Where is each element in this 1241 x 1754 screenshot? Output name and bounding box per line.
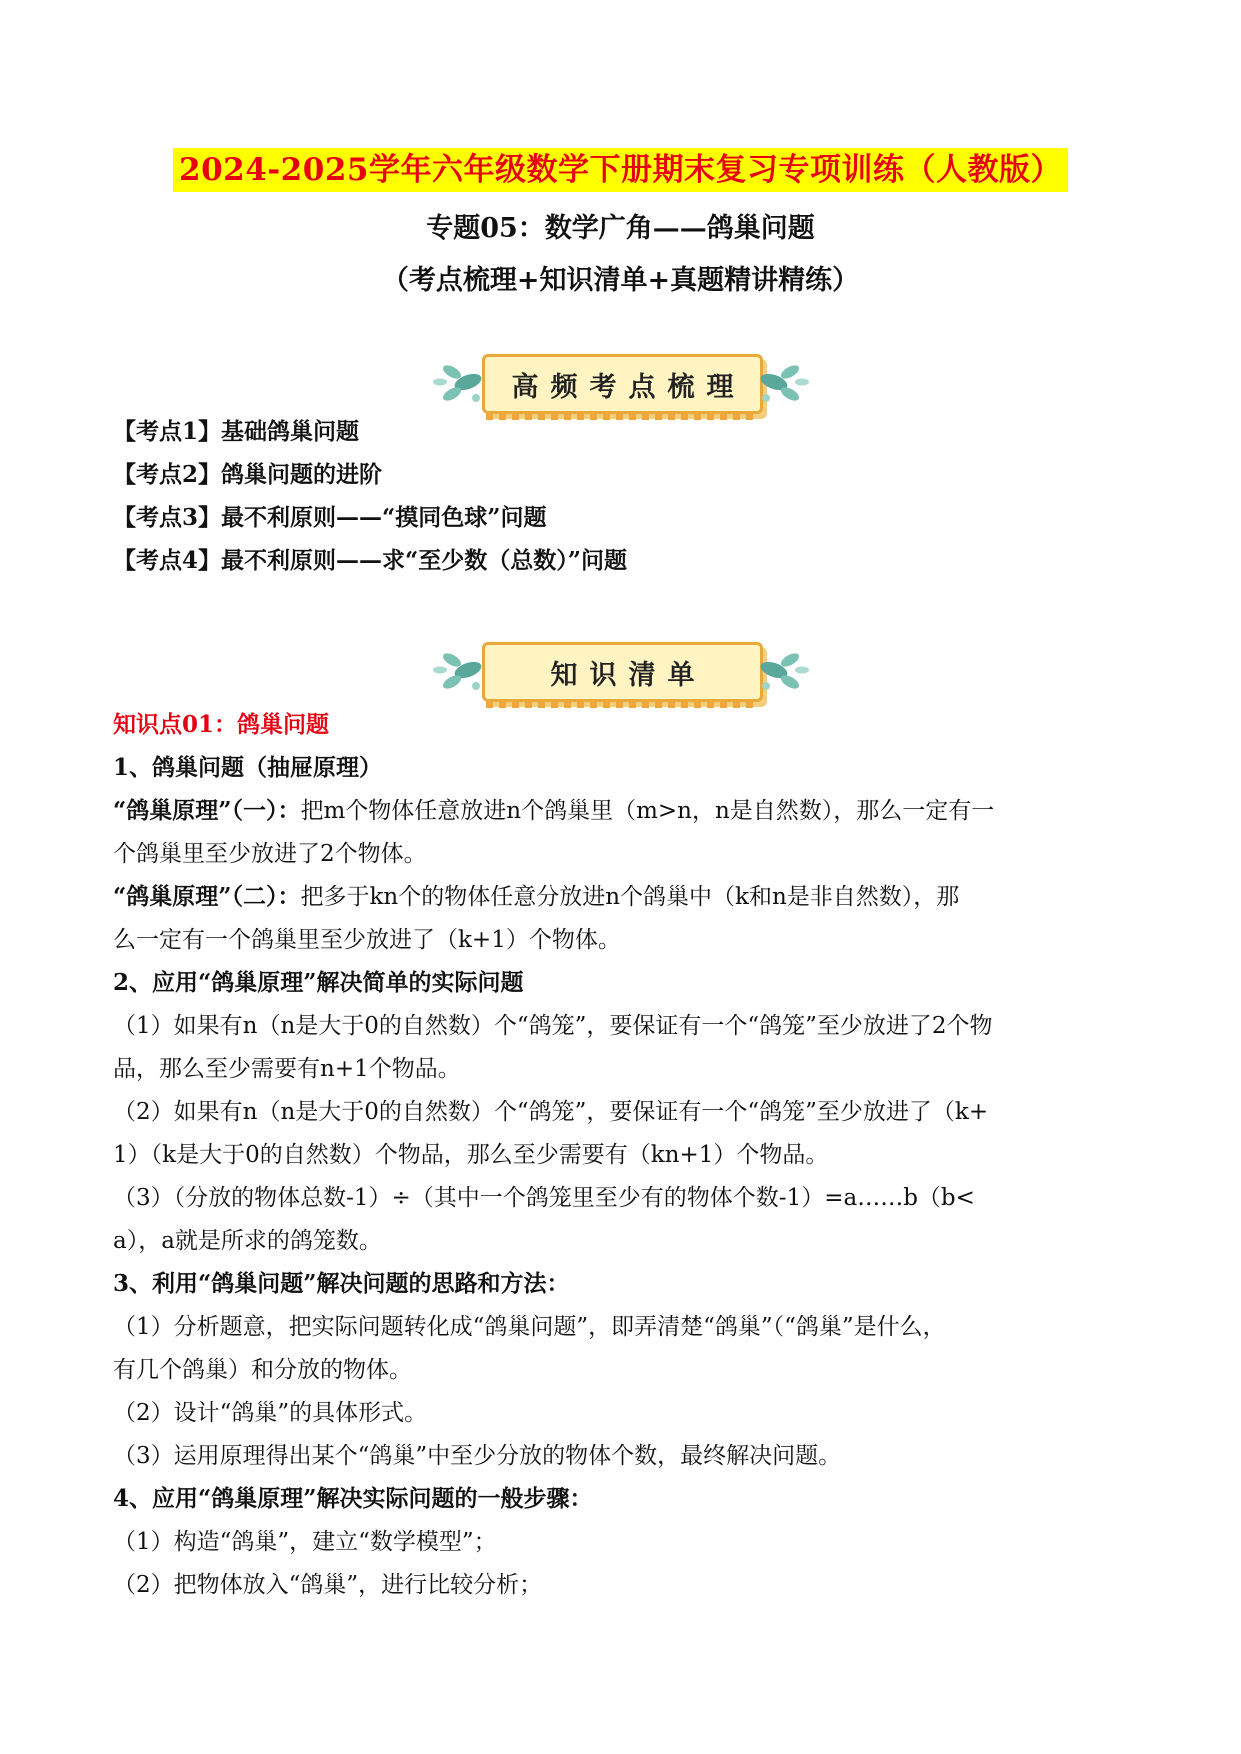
line-text: 么一定有一个鸽巢里至少放进了（k+1）个物体。 <box>113 927 621 953</box>
line-text: （2）设计“鸽巢”的具体形式。 <box>113 1400 428 1426</box>
line-text: （2）把物体放入“鸽巢”，进行比较分析； <box>113 1572 543 1598</box>
line-text: 1）（k是大于0的自然数）个物品，那么至少需要有（kn+1）个物品。 <box>113 1142 829 1168</box>
line-bold-text: 2、应用“鸽巢原理”解决简单的实际问题 <box>113 969 524 996</box>
knowledge-line <box>113 1219 1133 1262</box>
knowledge-line <box>113 1434 1133 1477</box>
topic-subtitle: 专题05：数学广角——鸽巢问题 <box>426 213 815 244</box>
exam-point-3: 【考点3】最不利原则——“摸同色球”问题 <box>113 504 547 531</box>
knowledge-heading: 知识点01：鸽巢问题 <box>113 711 330 738</box>
leaf-left-icon <box>430 642 490 702</box>
line-text: （3）（分放的物体总数-1）÷（其中一个鸽笼里至少有的物体个数-1）=a……b（b< <box>113 1185 975 1211</box>
knowledge-line <box>113 1176 1133 1219</box>
knowledge-line <box>113 1262 1133 1305</box>
knowledge-line <box>113 1477 1133 1520</box>
line-text: 品，那么至少需要有n+1个物品。 <box>113 1056 461 1082</box>
line-text: 个鸽巢里至少放进了2个物体。 <box>113 841 427 867</box>
knowledge-line <box>113 1004 1133 1047</box>
knowledge-line <box>113 1090 1133 1133</box>
banner-title: 知识清单 <box>550 659 707 691</box>
line-text: 把m个物体任意放进n个鸽巢里（m>n，n是自然数），那么一定有一 <box>300 798 995 824</box>
line-text: （3）运用原理得出某个“鸽巢”中至少分放的物体个数，最终解决问题。 <box>113 1443 842 1469</box>
knowledge-line <box>113 918 1133 961</box>
line-bold-text: 4、应用“鸽巢原理”解决实际问题的一般步骤： <box>113 1485 593 1512</box>
knowledge-line <box>113 746 1133 789</box>
knowledge-line <box>113 1520 1133 1563</box>
knowledge-line <box>113 1133 1133 1176</box>
line-text: （2）如果有n（n是大于0的自然数）个“鸽笼”，要保证有一个“鸽笼”至少放进了（k+ <box>113 1099 989 1125</box>
knowledge-lines <box>113 746 1133 1606</box>
knowledge-line <box>113 1391 1133 1434</box>
knowledge-line <box>113 789 1133 832</box>
line-text: （1）分析题意，把实际问题转化成“鸽巢问题”，即弄清楚“鸽巢”（“鸽巢”是什么， <box>113 1314 946 1340</box>
banner-title: 高频考点梳理 <box>511 371 746 403</box>
exam-point-4: 【考点4】最不利原则——求“至少数（总数）”问题 <box>113 547 627 574</box>
line-bold-text: “鸽巢原理”（一）： <box>113 797 301 824</box>
leaf-left-icon <box>430 354 490 414</box>
knowledge-line <box>113 1047 1133 1090</box>
leaf-right-icon <box>752 354 812 414</box>
banner-plaque <box>482 354 763 414</box>
knowledge-content <box>113 703 1133 1606</box>
line-text: a），a就是所求的鸽笼数。 <box>113 1228 382 1254</box>
line-bold-text: 3、利用“鸽巢问题”解决问题的思路和方法： <box>113 1270 570 1297</box>
line-text: （1）构造“鸽巢”，建立“数学模型”； <box>113 1529 497 1555</box>
line-bold-text: “鸽巢原理”（二）： <box>113 883 301 910</box>
knowledge-line <box>113 1563 1133 1606</box>
document-title: 2024-2025学年六年级数学下册期末复习专项训练（人教版） <box>173 148 1068 192</box>
line-bold-text: 1、鸽巢问题（抽屉原理） <box>113 754 383 781</box>
knowledge-line <box>113 1348 1133 1391</box>
exam-point-2: 【考点2】鸽巢问题的进阶 <box>113 461 383 488</box>
exam-point-1: 【考点1】基础鸽巢问题 <box>113 418 360 445</box>
line-text: 有几个鸽巢）和分放的物体。 <box>113 1357 412 1383</box>
title-block <box>0 148 1241 192</box>
knowledge-line <box>113 1305 1133 1348</box>
line-text: （1）如果有n（n是大于0的自然数）个“鸽笼”，要保证有一个“鸽笼”至少放进了2个物 <box>113 1013 993 1039</box>
banner-plaque <box>482 642 763 702</box>
knowledge-line <box>113 961 1133 1004</box>
exam-points-list <box>113 410 627 582</box>
leaf-right-icon <box>752 642 812 702</box>
knowledge-line <box>113 832 1133 875</box>
knowledge-line <box>113 875 1133 918</box>
line-text: 把多于kn个的物体任意分放进n个鸽巢中（k和n是非自然数），那 <box>300 884 960 910</box>
contents-subtitle: （考点梳理+知识清单+真题精讲精练） <box>381 265 860 296</box>
